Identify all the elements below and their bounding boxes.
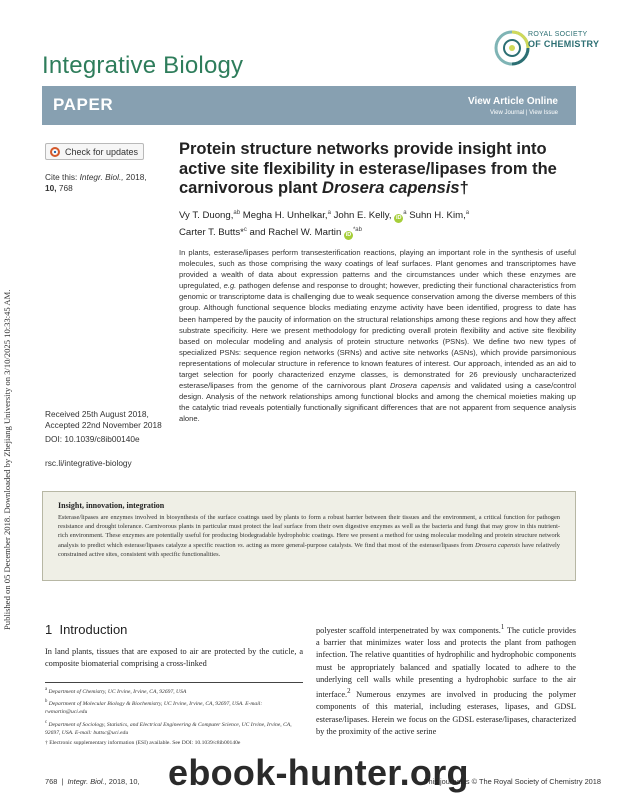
insight-body: Esterase/lipases are enzymes involved in biosynthesis of the surface coatings used by plants to form a robust barrier between their tissues and the environment, a critical function for pathogen resistance and drought tolerance. Carnivorous plants in particular must protect the leaf surface from their own digestive enzymes as well as the bacteria and fungi that may grow in this nutrient-rich environment. These enzymes are potentially useful for producing biodegradable hydrophobic coatings. Here we present a method for using molecular modeling and protein structure network analysis to predict which esterase/lipases catalyze a specific reaction vs. acting as more general-purpose catalysts. We find that most of the esterase/lipases from Drosera capensis have relatively constrained active sites, consistent with specific functionalities. [58,514,561,558]
download-stamp: Published on 05 December 2018. Downloaded by Zhejiang University on 3/10/2025 10:33:45 AM. [2,289,12,631]
article-type: PAPER [53,95,114,114]
article-type-banner [42,86,576,125]
section-heading: 1 Introduction [45,622,128,637]
affiliation-footnotes: $^a$ Department of Chemistry, UC Irvine, Irvine, CA, 92697, USA $^b$ Department of Molecular Biology & Biochemistry, UC Irvine, Irvine, CA, 92697, USA. E-mail: rwmartin@uci.edu $^c$ Department of Sociology, Statistics, and Electrical Engineering & Computer Science, UC Irvine, Irvine, CA, 92697, USA. E-mail: buttsc@uci.edu † Electronic supplementary information (ESI) available. See DOI: 10.1039/c8ib00140e [45,687,292,747]
intro-right-text: polyester scaffold interpenetrated by wax components.$^1$ The cuticle provides a barrier that minimizes water loss and protects the plant from pathogen infection. The relative quantities of hydrophilic and hydrophobic components must be appropriately balanced and spatially located to adhere to the underlying cell walls while presenting a hydrophobic surface to the air interface.$^2$ Numerous enzymes are involved in producing the polymer components of this material, including esterases, lipases, and GDSL esterase/lipases. Herein we focus on the GDSL esterase/lipases, characterized by the proximity of the active serine [316,624,576,736]
journal-url-link[interactable]: rsc.li/integrative-biology [45,458,132,468]
received-dates: Received 25th August 2018, Accepted 22nd November 2018 [45,409,162,430]
orcid-icon[interactable]: iD [395,215,402,222]
citation: Cite this: Integr. Biol., 2018, 10, 768 [45,172,147,193]
rsc-line2: OF CHEMISTRY [528,38,600,49]
orcid-icon[interactable]: iD [345,232,352,239]
crossmark-icon [50,147,60,157]
check-for-updates-button[interactable] [45,143,144,160]
copyright-footer: This journal is © The Royal Society of Chemistry 2018 [424,777,602,786]
abstract: In plants, esterase/lipases perform transesterification reactions, playing an important role in the synthesis of useful molecules, such as those comprising the waxy coatings of leaf surfaces. Plant genomes and transcriptomes have provided a wealth of data about expression patterns and the circumstances under which these enzymes are upregulated, e.g. pathogen defense and response to drought; however, predicting their functional characteristics from genomic or transcriptome data is challenging due to weak sequence conservation among the diverse members of this group. Although functional sequence blocks mediating enzyme activity have been identified, progress to date has been hampered by the paucity of information on the structural relationships among these regions and how they affect substrate specificity. Here we present methodology for predicting overall protein flexibility and active site flexibility based on molecular modeling and analysis of protein structure networks (PSNs). We define two new types of specialized PSNs: sequence region networks (SRNs) and active site networks (ASNs), which provide parsimonious representations of molecular structure in reference to known features of interest. Our approach, intended as an aid to target selection for poorly characterized enzyme classes, is demonstrated for 26 previously uncharacterized esterase/lipases from the genome of the carnivorous plant Drosera capensis and validated using a case/control design. Analysis of the network relationships among functional blocks and among the chemical moieties making up the catalytic triad reveals potentially functionally significant differences that are not apparent from sequence analysis alone. [179,248,577,424]
watermark: ebook-hunter.org [168,752,469,793]
footnote-divider [45,682,303,683]
doi[interactable]: DOI: 10.1039/c8ib00140e [45,434,140,444]
journal-title[interactable]: Integrative Biology [42,52,244,79]
intro-left-text: In land plants, tissues that are exposed to air are protected by the cuticle, a composite biomaterial comprising a cross-linked [45,647,303,669]
view-journal-issue-links[interactable]: View Journal | View Issue [489,110,558,116]
rsc-line1: ROYAL SOCIETY [528,31,588,38]
insight-heading: Insight, innovation, integration [58,501,165,510]
author-list: Vy T. Duong,$^{ab}$ Megha H. Unhelkar,$^a$ John E. Kelly, $iD^a$ Suhn H. Kim,$^a$ Carter T. Butts*$^c$ and Rachel W. Martin $iD^{*ab}$ [179,210,470,239]
page-footer: 768 | Integr. Biol., 2018, 10, [45,777,140,786]
paper-title: Protein structure networks provide insight into active site flexibility in esterase/lipases from the carnivorous plant Drosera capensis† [179,140,557,197]
view-article-online-link[interactable]: View Article Online [467,96,558,107]
insight-box [42,491,576,581]
check-for-updates-label: Check for updates [65,146,139,157]
